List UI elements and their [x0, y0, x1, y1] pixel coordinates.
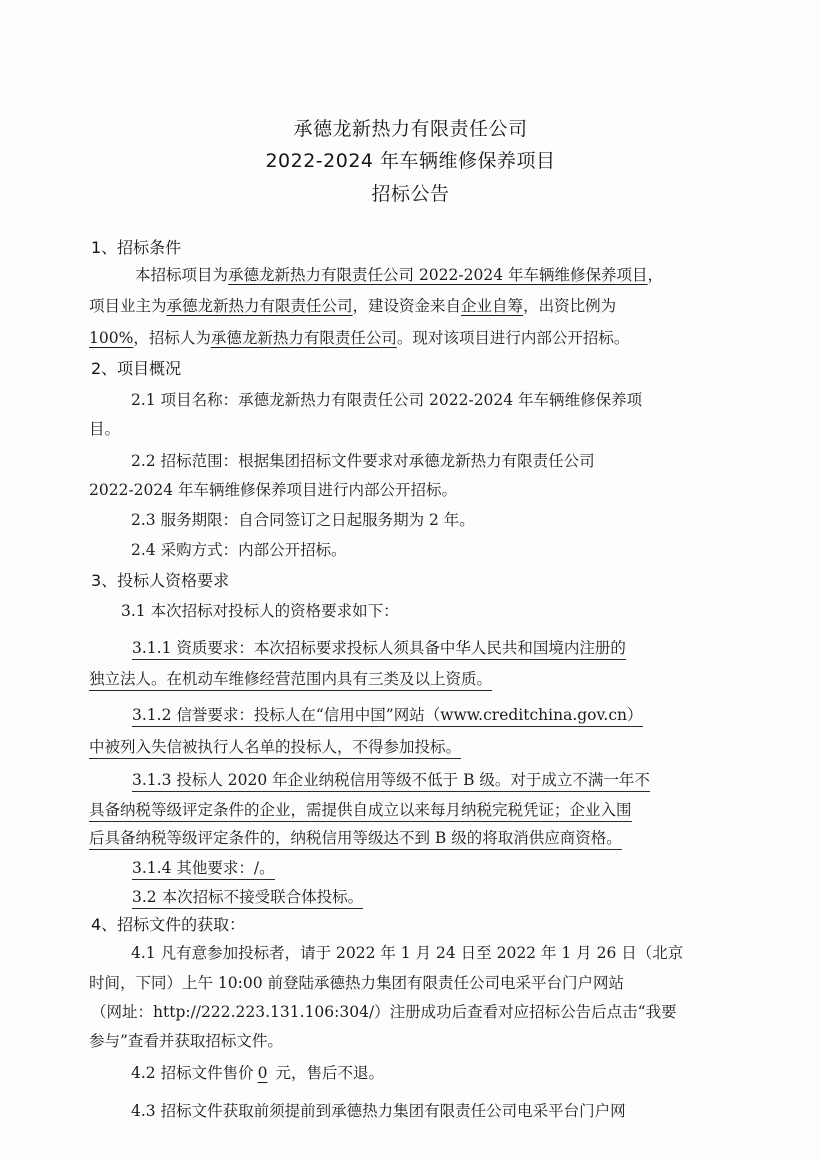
section-2-line: 2.2 招标范围：根据集团招标文件要求对承德龙新热力有限责任公司 [131, 452, 595, 470]
project-title: 2022-2024 年车辆维修保养项目 [265, 150, 556, 172]
qualification-text: 3.1.1 资质要求：本次招标要求投标人须具备中华人民共和国境内注册的 [132, 639, 626, 660]
notice-title: 招标公告 [371, 183, 450, 205]
section-2-line: 目。 [89, 420, 121, 438]
text-run: ，建设资金来自 [352, 297, 462, 315]
section-2-line: 2.3 服务期限：自合同签订之日起服务期为 2 年。 [131, 511, 475, 529]
tenderer-underlined: 承德龙新热力有限责任公司 [210, 329, 397, 347]
section-4-line [131, 1061, 384, 1085]
text-run: ，出资比例为 [523, 297, 617, 315]
section-4-heading: 4、招标文件的获取： [91, 915, 246, 934]
section-1-para-line [135, 263, 663, 287]
text-run: ， [647, 266, 664, 284]
section-3-line [89, 798, 632, 822]
funding-underlined: 企业自筹 [461, 297, 524, 315]
text-run: 本招标项目为 [135, 266, 229, 284]
text-run: 元，售后不退。 [275, 1064, 384, 1082]
price-underlined: 0 [257, 1064, 268, 1082]
project-name-underlined: 承德龙新热力有限责任公司 2022-2024 年车辆维修保养项目 [228, 266, 648, 284]
tax-text: 后具备纳税等级评定条件的，纳税信用等级达不到 B 级的将取消供应商资格。 [89, 829, 622, 850]
text-run: 项目业主为 [89, 297, 167, 315]
owner-underlined: 承德龙新热力有限责任公司 [166, 297, 353, 315]
text-run: 。现对该项目进行内部公开招标。 [396, 329, 630, 347]
section-4-line: 时间，下同）上午 10:00 前登陆承德热力集团有限责任公司电采平台门户网站 [89, 974, 625, 992]
section-1-para-line [89, 326, 629, 350]
text-run: ，招标人为 [133, 329, 211, 347]
section-1-heading: 1、招标条件 [91, 238, 182, 257]
consortium-text: 3.2 本次招标不接受联合体投标。 [132, 888, 363, 909]
section-3-line: 3.1 本次招标对投标人的资格要求如下： [121, 602, 399, 620]
ratio-underlined: 100% [89, 329, 134, 347]
credit-text: 3.1.2 信誉要求：投标人在“信用中国”网站（www.creditchina.gov.cn） [132, 706, 643, 727]
section-4-line: 参与”查看并获取招标文件。 [89, 1032, 283, 1050]
text-run: 4.2 招标文件售价 [131, 1064, 254, 1082]
section-3-line [132, 703, 643, 727]
section-1-para-line [89, 294, 616, 318]
section-3-line [89, 735, 461, 759]
section-2-line: 2022-2024 年车辆维修保养项目进行内部公开招标。 [89, 481, 458, 499]
qualification-text: 独立法人。在机动车维修经营范围内具有三类及以上资质。 [89, 670, 492, 691]
other-text: 3.1.4 其他要求：/。 [132, 859, 275, 880]
section-4-line: 4.3 招标文件获取前须提前到承德热力集团有限责任公司电采平台门户网 [131, 1102, 626, 1120]
section-2-line: 2.1 项目名称：承德龙新热力有限责任公司 2022-2024 年车辆维修保养项 [131, 391, 643, 409]
tax-text: 3.1.3 投标人 2020 年企业纳税信用等级不低于 B 级。对于成立不满一年不 [132, 771, 650, 792]
section-3-line [132, 768, 650, 792]
section-3-heading: 3、投标人资格要求 [91, 571, 230, 590]
section-2-heading: 2、项目概况 [91, 359, 182, 378]
section-3-line [132, 636, 626, 660]
section-3-line [89, 667, 492, 691]
section-4-line: （网址：http://222.223.131.106:304/）注册成功后查看对应招标公告后点击“我要 [91, 1003, 677, 1021]
section-4-line: 4.1 凡有意参加投标者，请于 2022 年 1 月 24 日至 2022 年 1 月 26 日（北京 [131, 944, 684, 962]
section-3-line [132, 856, 275, 880]
section-3-line [132, 885, 363, 909]
tax-text: 具备纳税等级评定条件的企业，需提供自成立以来每月纳税完税凭证；企业入围 [89, 801, 632, 822]
section-2-line: 2.4 采购方式：内部公开招标。 [131, 541, 347, 559]
section-3-line [89, 826, 622, 850]
company-title: 承德龙新热力有限责任公司 [293, 118, 528, 140]
credit-text: 中被列入失信被执行人名单的投标人，不得参加投标。 [89, 738, 461, 759]
